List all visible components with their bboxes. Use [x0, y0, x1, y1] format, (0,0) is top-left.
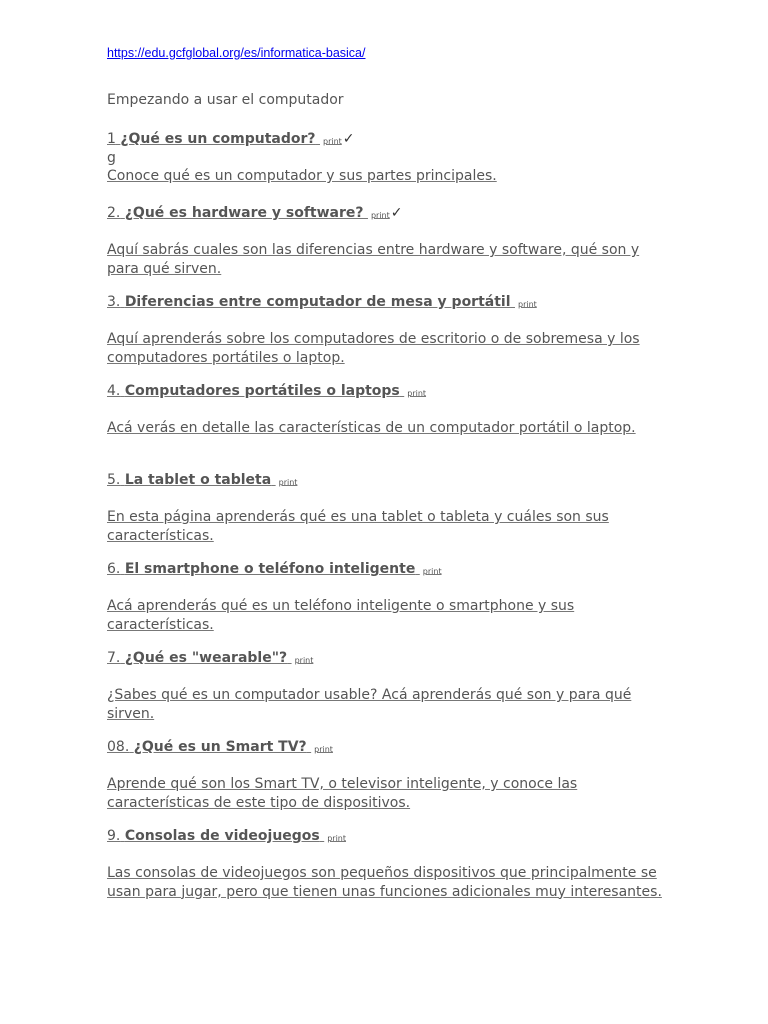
item-title-link[interactable]: Consolas de videojuegos: [124, 828, 320, 844]
list-item: [107, 293, 667, 367]
item-description-link[interactable]: En esta página aprenderás qué es una tablet o tableta y cuáles son sus características.: [107, 509, 609, 544]
item-title-link[interactable]: La tablet o tableta: [124, 472, 272, 488]
item-number: 1: [107, 131, 116, 147]
item-heading: [107, 293, 667, 314]
item-description-link[interactable]: Aquí sabrás cuales son las diferencias entre hardware y software, qué son y para qué sirven.: [107, 242, 640, 277]
list-item: [107, 130, 667, 186]
intro-text: Empezando a usar el computador: [107, 92, 344, 108]
item-heading: [107, 738, 667, 759]
item-title-link[interactable]: Diferencias entre computador de mesa y portátil: [124, 294, 511, 310]
print-link[interactable]: print: [323, 137, 342, 146]
item-title-link[interactable]: ¿Qué es un computador?: [120, 131, 316, 147]
check-mark-icon: ✓: [342, 131, 355, 147]
print-link[interactable]: print: [294, 656, 314, 665]
print-link[interactable]: print: [517, 300, 537, 309]
item-heading: [107, 827, 667, 848]
item-number: 2.: [107, 205, 121, 221]
item-number: 7.: [107, 650, 121, 666]
item-number: 5.: [107, 472, 121, 488]
item-description-link[interactable]: Las consolas de videojuegos son pequeños dispositivos que principalmente se usan para jugar, pero que tienen unas funciones adicionales muy interesantes.: [107, 865, 662, 900]
item-number: 9.: [107, 828, 121, 844]
item-number: 3.: [107, 294, 121, 310]
print-link[interactable]: print: [370, 211, 390, 220]
item-description-link[interactable]: ¿Sabes qué es un computador usable? Acá aprenderás qué son y para qué sirven.: [107, 687, 632, 722]
item-number: 6.: [107, 561, 121, 577]
check-mark-icon: ✓: [390, 205, 403, 221]
list-item: [107, 204, 667, 278]
item-description-link[interactable]: Aquí aprenderás sobre los computadores de escritorio o de sobremesa y los computadores portátiles o laptop.: [107, 331, 640, 366]
item-description-link[interactable]: Conoce qué es un computador y sus partes principales.: [107, 168, 497, 184]
print-link[interactable]: print: [314, 745, 333, 754]
list-item: [107, 738, 667, 812]
item-heading: [107, 382, 667, 403]
item-description-link[interactable]: Aprende qué son los Smart TV, o televisor inteligente, y conoce las características de este tipo de dispositivos.: [107, 776, 578, 811]
list-item: [107, 560, 667, 634]
item-number: 4.: [107, 383, 121, 399]
item-heading: [107, 204, 667, 225]
print-link[interactable]: print: [407, 389, 427, 398]
list-item: [107, 649, 667, 723]
item-heading: [107, 471, 667, 492]
list-item: [107, 471, 667, 545]
source-url-link[interactable]: https://edu.gcfglobal.org/es/informatica-basica/: [107, 46, 366, 60]
item-title-link[interactable]: El smartphone o teléfono inteligente: [124, 561, 416, 577]
item-heading: [107, 649, 667, 670]
item-description-link[interactable]: Acá verás en detalle las características de un computador portátil o laptop.: [107, 420, 636, 436]
item-number: 08.: [107, 739, 130, 755]
print-link[interactable]: print: [422, 567, 442, 576]
item-heading: [107, 130, 667, 151]
item-title-link[interactable]: ¿Qué es un Smart TV?: [133, 739, 307, 755]
list-item: [107, 382, 667, 438]
print-link[interactable]: print: [327, 834, 347, 843]
item-title-link[interactable]: ¿Qué es "wearable"?: [124, 650, 288, 666]
print-link[interactable]: print: [278, 478, 298, 487]
item-title-link[interactable]: Computadores portátiles o laptops: [124, 383, 400, 399]
item-title-link[interactable]: ¿Qué es hardware y software?: [124, 205, 364, 221]
stray-character: g: [107, 150, 116, 166]
item-description-link[interactable]: Acá aprenderás qué es un teléfono inteligente o smartphone y sus características.: [107, 598, 575, 633]
item-heading: [107, 560, 667, 581]
list-item: [107, 827, 667, 901]
